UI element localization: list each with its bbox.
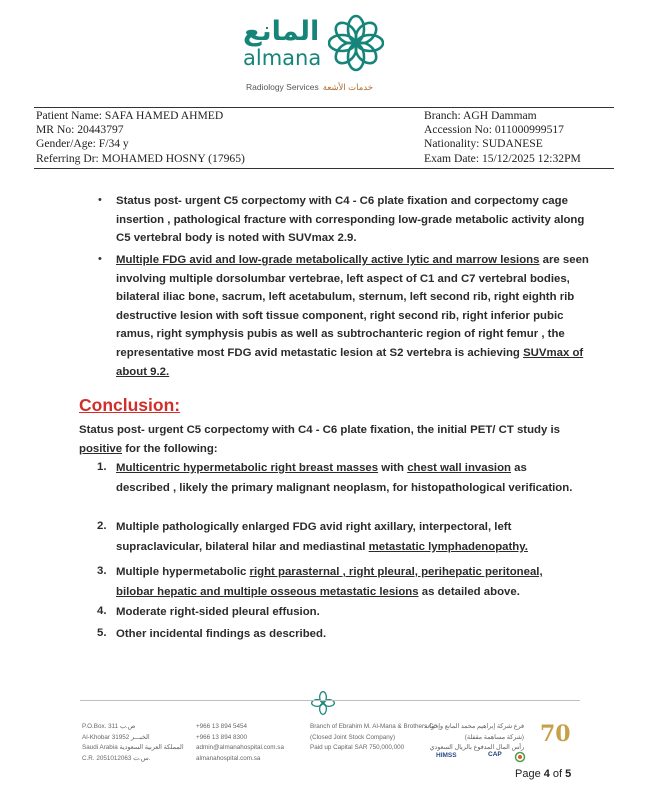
patient-name: Patient Name: SAFA HAMED AHMED xyxy=(36,109,224,122)
radiology-services-label xyxy=(246,82,373,93)
exam-date: Exam Date: 15/12/2025 12:32PM xyxy=(424,151,581,165)
capital-ar: رأس المال المدفوع بالريال السعودي xyxy=(429,744,524,751)
company-ar: فرع شركة إبراهيم محمد المانع وإخوانه xyxy=(424,723,524,730)
accession-number: Accession No: 011000999517 xyxy=(424,123,564,137)
positive-word: positive xyxy=(79,442,123,455)
finding-text: are seen involving multiple dorsolumbar vertebrae, left aspect of C1 and C7 vertebral bodies, bilateral iliac bone, sacrum, left acetabulum, sternum, left second rib, right eighth rib destructive lesion with soft tissue component, right second rib, right inferior pubic ramus, right symphysis pubis as well as subtrochanteric region of right femur , the representative most FDG avid metastatic lesion at S2 vertebra is achieving xyxy=(116,254,589,359)
bullet-marker: • xyxy=(98,253,102,265)
country: Saudi Arabia xyxy=(82,744,118,751)
page-total: 5 xyxy=(565,768,572,780)
item-text: as detailed above. xyxy=(418,585,520,598)
intro-text: Status post- urgent C5 corpectomy with C4 - C6 plate fixation, the initial PET/ CT study is xyxy=(79,424,560,436)
conclusion-heading: Conclusion: xyxy=(79,395,181,415)
phone-2: +966 13 894 8300 xyxy=(196,733,247,741)
city: Al-Khobar 31952 xyxy=(82,733,130,741)
conclusion-item-1 xyxy=(116,459,576,498)
item-text: as described , likely the primary malignant neoplasm, for histopathological verification. xyxy=(116,462,573,494)
page-number xyxy=(515,768,571,780)
almana-flower-logo-icon xyxy=(328,12,384,79)
nationality: Nationality: SUDANESE xyxy=(424,137,543,151)
radiology-ar: خدمات الأشعة xyxy=(322,82,373,92)
footer-company-ar xyxy=(424,722,524,754)
referring-doctor: Referring Dr: MOHAMED HOSNY (17965) xyxy=(36,151,245,165)
item-number: 4. xyxy=(97,605,107,617)
branch: Branch: AGH Dammam xyxy=(424,109,537,122)
website: almanahospital.com.sa xyxy=(196,754,261,762)
seventy-years-logo: 70 xyxy=(540,721,571,747)
page-of: of xyxy=(549,768,566,780)
po-box: P.O.Box. 311 xyxy=(82,723,119,730)
cr-number: C.R. 2051012063 xyxy=(82,754,132,762)
item-text: with xyxy=(378,462,408,474)
company-type: (Closed Joint Stock Company) xyxy=(310,733,396,741)
item-underlined: chest wall invasion xyxy=(407,462,512,474)
company-en: Branch of Ebrahim M. Al-Mana & Brothers Co. xyxy=(310,723,439,730)
intro-text-end: for the following: xyxy=(122,442,218,455)
himss-badge: HIMSS xyxy=(436,752,457,759)
item-text: Multiple pathologically enlarged FDG avid right axillary, interpectoral, left supraclavicular, bilateral hilar and mediastinal xyxy=(116,521,512,553)
bullet-marker: • xyxy=(98,194,102,206)
item-underlined: metastatic lymphadenopathy. xyxy=(368,540,528,553)
footer-company xyxy=(310,722,439,754)
capital: Paid up Capital SAR 750,000,000 xyxy=(310,744,405,751)
footer-divider xyxy=(80,700,580,701)
accreditation-ring-icon xyxy=(514,750,526,768)
page-label: Page xyxy=(515,768,544,780)
conclusion-item-4: Moderate right-sided pleural effusion. xyxy=(116,606,320,618)
country-ar: المملكة العربية السعودية xyxy=(119,744,184,751)
item-underlined: right parasternal , right pleural, perihepatic peritoneal, bilobar hepatic and multiple osseous metastatic lesions xyxy=(116,566,543,598)
footer-address xyxy=(82,722,184,764)
suvmax-value: SUVmax of about 9.2. xyxy=(116,346,584,378)
item-text: Multiple hypermetabolic xyxy=(116,566,250,578)
radiology-en: Radiology Services xyxy=(246,82,319,92)
email: admin@almanahospital.com.sa xyxy=(196,744,284,751)
item-number: 5. xyxy=(97,627,107,639)
patient-mr: MR No: 20443797 xyxy=(36,123,124,137)
logo-arabic-text: المانع xyxy=(243,16,320,47)
item-underlined: Multicentric hypermetabolic right breast masses xyxy=(116,462,379,474)
patient-info-box xyxy=(34,107,614,169)
conclusion-item-2 xyxy=(116,518,556,557)
conclusion-item-3 xyxy=(116,563,566,602)
cap-badge: CAP xyxy=(488,751,502,758)
footer-contact xyxy=(196,722,284,764)
conclusion-intro xyxy=(79,421,579,458)
phone-1: +966 13 894 5454 xyxy=(196,723,247,730)
logo-english-text: almana xyxy=(243,46,322,70)
city-ar: الخبـــر xyxy=(131,733,150,741)
finding-bullet-1: Status post- urgent C5 corpectomy with C4 - C6 plate fixation and corpectomy cage insertion , pathological fracture with corresponding low-grade metabolic activity along C5 vertebral body is noted with SUVmax 2.9. xyxy=(116,195,585,245)
item-number: 2. xyxy=(97,520,107,532)
conclusion-item-5: Other incidental findings as described. xyxy=(116,628,327,640)
po-box-ar: ص.ب xyxy=(119,723,136,730)
company-type-ar: (شركة مساهمة مقفلة) xyxy=(464,733,524,741)
patient-gender-age: Gender/Age: F/34 y xyxy=(36,137,129,151)
footer-logo-icon xyxy=(310,690,336,721)
finding-underlined: Multiple FDG avid and low-grade metabolically active lytic and marrow lesions xyxy=(116,254,540,266)
finding-bullet-2 xyxy=(116,251,596,381)
item-number: 3. xyxy=(97,565,107,577)
cr-ar: س.ت. xyxy=(133,754,151,762)
page-current: 4 xyxy=(543,768,550,780)
item-number: 1. xyxy=(97,461,107,473)
